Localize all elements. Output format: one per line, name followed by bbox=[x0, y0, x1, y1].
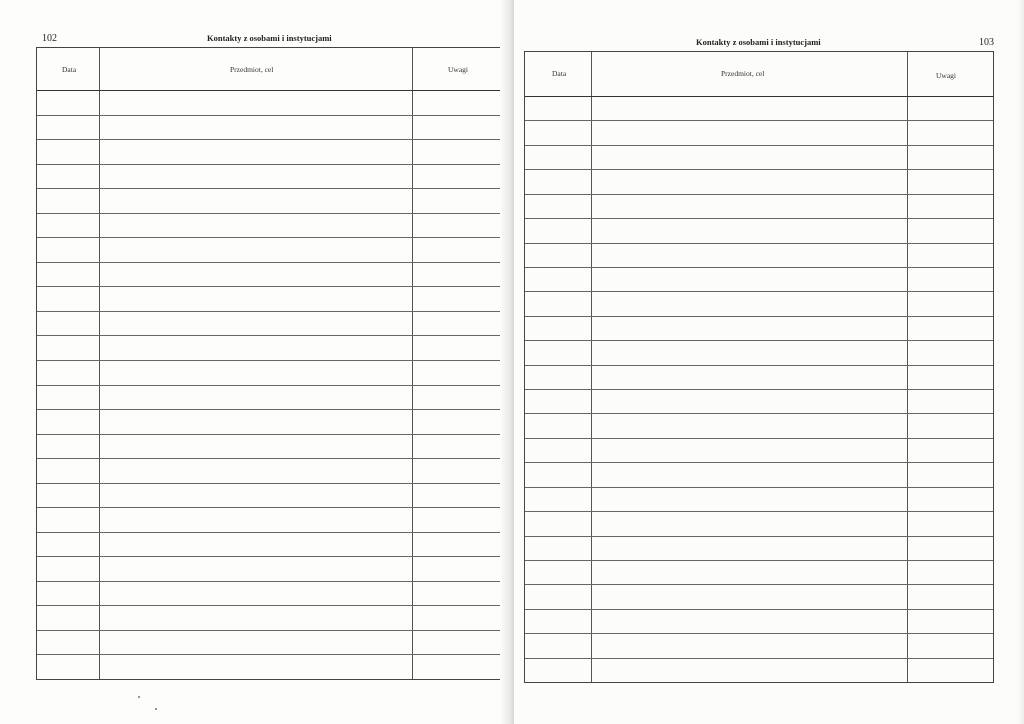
table-row-rule bbox=[525, 145, 993, 146]
table-row-rule bbox=[525, 365, 993, 366]
table-row-rule bbox=[37, 385, 501, 386]
table-row-rule bbox=[37, 139, 501, 140]
table-row-rule bbox=[37, 311, 501, 312]
contacts-table bbox=[36, 47, 502, 680]
table-row-rule bbox=[37, 237, 501, 238]
table-row-rule bbox=[37, 532, 501, 533]
paper-speck bbox=[138, 696, 140, 698]
table-row-rule bbox=[37, 115, 501, 116]
table-row-rule bbox=[525, 487, 993, 488]
column-header-uwagi: Uwagi bbox=[448, 65, 468, 74]
table-row-rule bbox=[37, 360, 501, 361]
table-row-rule bbox=[37, 483, 501, 484]
table-row-rule bbox=[525, 560, 993, 561]
table-row-rule bbox=[525, 511, 993, 512]
header-rule bbox=[525, 96, 993, 97]
table-row-rule bbox=[37, 605, 501, 606]
column-header-data: Data bbox=[62, 65, 77, 74]
table-row-rule bbox=[525, 633, 993, 634]
column-header-uwagi: Uwagi bbox=[936, 71, 956, 80]
column-header-przedmiot: Przedmiot, cel bbox=[721, 69, 765, 78]
table-row-rule bbox=[525, 291, 993, 292]
page-title: Kontakty z osobami i instytucjami bbox=[696, 37, 821, 47]
left-page bbox=[0, 0, 510, 724]
table-row-rule bbox=[37, 434, 501, 435]
table-row-rule bbox=[525, 120, 993, 121]
column-divider bbox=[591, 52, 592, 682]
table-row-rule bbox=[525, 316, 993, 317]
page-number: 103 bbox=[979, 37, 994, 48]
column-header-data: Data bbox=[552, 69, 567, 78]
table-row-rule bbox=[37, 262, 501, 263]
paper-speck bbox=[155, 708, 157, 710]
table-row-rule bbox=[37, 213, 501, 214]
table-row-rule bbox=[37, 335, 501, 336]
table-row-rule bbox=[525, 267, 993, 268]
column-divider bbox=[99, 48, 100, 679]
table-row-rule bbox=[525, 340, 993, 341]
table-row-rule bbox=[525, 194, 993, 195]
table-row-rule bbox=[525, 389, 993, 390]
table-row-rule bbox=[37, 630, 501, 631]
table-row-rule bbox=[525, 218, 993, 219]
table-row-rule bbox=[37, 409, 501, 410]
column-header-przedmiot: Przedmiot, cel bbox=[230, 65, 274, 74]
table-row-rule bbox=[525, 413, 993, 414]
column-divider bbox=[907, 52, 908, 682]
table-row-rule bbox=[525, 438, 993, 439]
table-row-rule bbox=[37, 581, 501, 582]
table-row-rule bbox=[37, 654, 501, 655]
table-row-rule bbox=[525, 536, 993, 537]
table-row-rule bbox=[525, 243, 993, 244]
table-row-rule bbox=[525, 462, 993, 463]
table-row-rule bbox=[37, 458, 501, 459]
table-row-rule bbox=[37, 507, 501, 508]
right-page bbox=[514, 0, 1024, 724]
page-number: 102 bbox=[42, 33, 57, 44]
table-row-rule bbox=[525, 609, 993, 610]
table-row-rule bbox=[37, 188, 501, 189]
contacts-table bbox=[524, 51, 994, 683]
page-edge bbox=[1018, 0, 1024, 724]
page-title: Kontakty z osobami i instytucjami bbox=[207, 33, 332, 43]
column-divider bbox=[412, 48, 413, 679]
table-row-rule bbox=[525, 584, 993, 585]
table-row-rule bbox=[37, 164, 501, 165]
table-row-rule bbox=[37, 556, 501, 557]
table-row-rule bbox=[525, 169, 993, 170]
table-row-rule bbox=[37, 286, 501, 287]
table-row-rule bbox=[525, 658, 993, 659]
header-rule bbox=[37, 90, 501, 91]
